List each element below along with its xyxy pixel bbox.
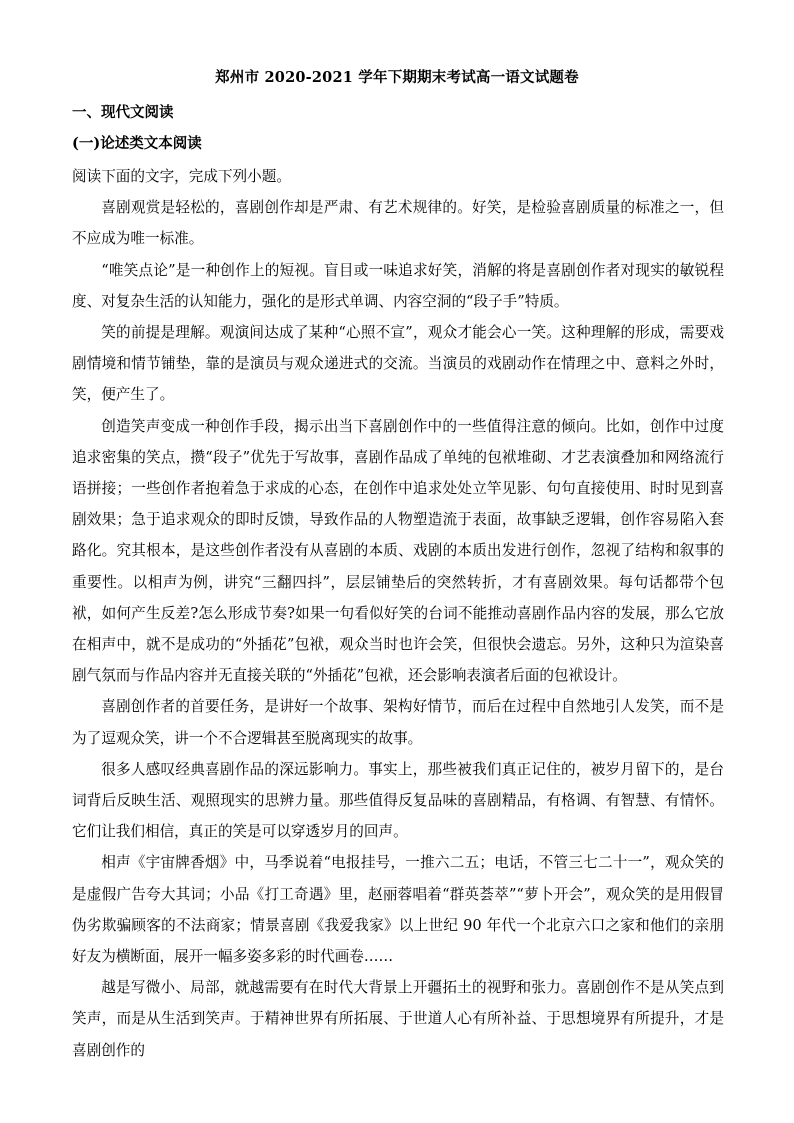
paragraph-2: “唯笑点论”是一种创作上的短视。盲目或一味追求好笑，消解的将是喜剧创作者对现实的敏锐程度、对复杂生活的认知能力，强化的是形式单调、内容空洞的“段子手”特质。 bbox=[72, 261, 724, 310]
paragraph-1: 喜剧观赏是轻松的，喜剧创作却是严肃、有艺术规律的。好笑，是检验喜剧质量的标准之一，但不应成为唯一标准。 bbox=[72, 199, 724, 248]
reading-instruction: 阅读下面的文字，完成下列小题。 bbox=[72, 168, 291, 185]
paragraph-3: 笑的前提是理解。观演间达成了某种“心照不宣”，观众才能会心一笑。这种理解的形成，需要戏剧情境和情节铺垫，靠的是演员与观众递进式的交流。当演员的戏剧动作在情理之中、意料之外时，笑，便产生了。 bbox=[72, 324, 724, 404]
section-heading: 一、现代文阅读 bbox=[72, 104, 174, 121]
paragraph-5: 喜剧创作者的首要任务，是讲好一个故事、架构好情节，而后在过程中自然地引人发笑，而不是为了逗观众笑，讲一个不合逻辑甚至脱离现实的故事。 bbox=[72, 698, 724, 747]
subsection-heading: (一)论述类文本阅读 bbox=[72, 135, 202, 152]
paragraph-7: 相声《宇宙牌香烟》中，马季说着“电报挂号，一推六二五；电话，不管三七二十一”，观众笑的是虚假广告夸大其词；小品《打工奇遇》里，赵丽蓉唱着“群英荟萃”“萝卜开会”，观众笑的是用假冒伪劣欺骗顾客的不法商家；情景喜剧《我爱我家》以上世纪 90 年代一个北京六口之家和他们的亲朋好友为横断面，展开一幅多姿多彩的时代画卷…… bbox=[72, 854, 724, 966]
paragraph-8: 越是写微小、局部，就越需要有在时代大背景上开疆拓土的视野和张力。喜剧创作不是从笑点到笑声，而是从生活到笑声。于精神世界有所拓展、于世道人心有所补益、于思想境界有所提升，才是喜剧创作的 bbox=[72, 979, 724, 1059]
article-body bbox=[72, 161, 724, 1066]
paragraph-6: 很多人感叹经典喜剧作品的深远影响力。事实上，那些被我们真正记住的，被岁月留下的，是台词背后反映生活、观照现实的思辨力量。那些值得反复品味的喜剧精品，有格调、有智慧、有情怀。它们让我们相信，真正的笑是可以穿透岁月的回声。 bbox=[72, 760, 724, 841]
paragraph-4: 创造笑声变成一种创作手段，揭示出当下喜剧创作中的一些值得注意的倾向。比如，创作中过度追求密集的笑点，攒“段子”优先于写故事，喜剧作品成了单纯的包袱堆砌、才艺表演叠加和网络流行语拼接；一些创作者抱着急于求成的心态，在创作中追求处处立竿见影、句句直接使用、时时见到喜剧效果；急于追求观众的即时反馈，导致作品的人物塑造流于表面，故事缺乏逻辑，创作容易陷入套路化。究其根本，是这些创作者没有从喜剧的本质、戏剧的本质出发进行创作，忽视了结构和叙事的重要性。以相声为例，讲究“三翻四抖”，层层铺垫后的突然转折，才有喜剧效果。每句话都带个包袱，如何产生反差?怎么形成节奏?如果一句看似好笑的台词不能推动喜剧作品内容的发展，那么它放在相声中，就不是成功的“外插花”包袱，观众当时也许会笑，但很快会遗忘。另外，这种只为渲染喜剧气氛而与作品内容并无直接关联的“外插花”包袱，还会影响表演者后面的包袱设计。 bbox=[72, 417, 724, 685]
page-title: 郑州市 2020-2021 学年下期期末考试高一语文试题卷 bbox=[215, 69, 579, 86]
